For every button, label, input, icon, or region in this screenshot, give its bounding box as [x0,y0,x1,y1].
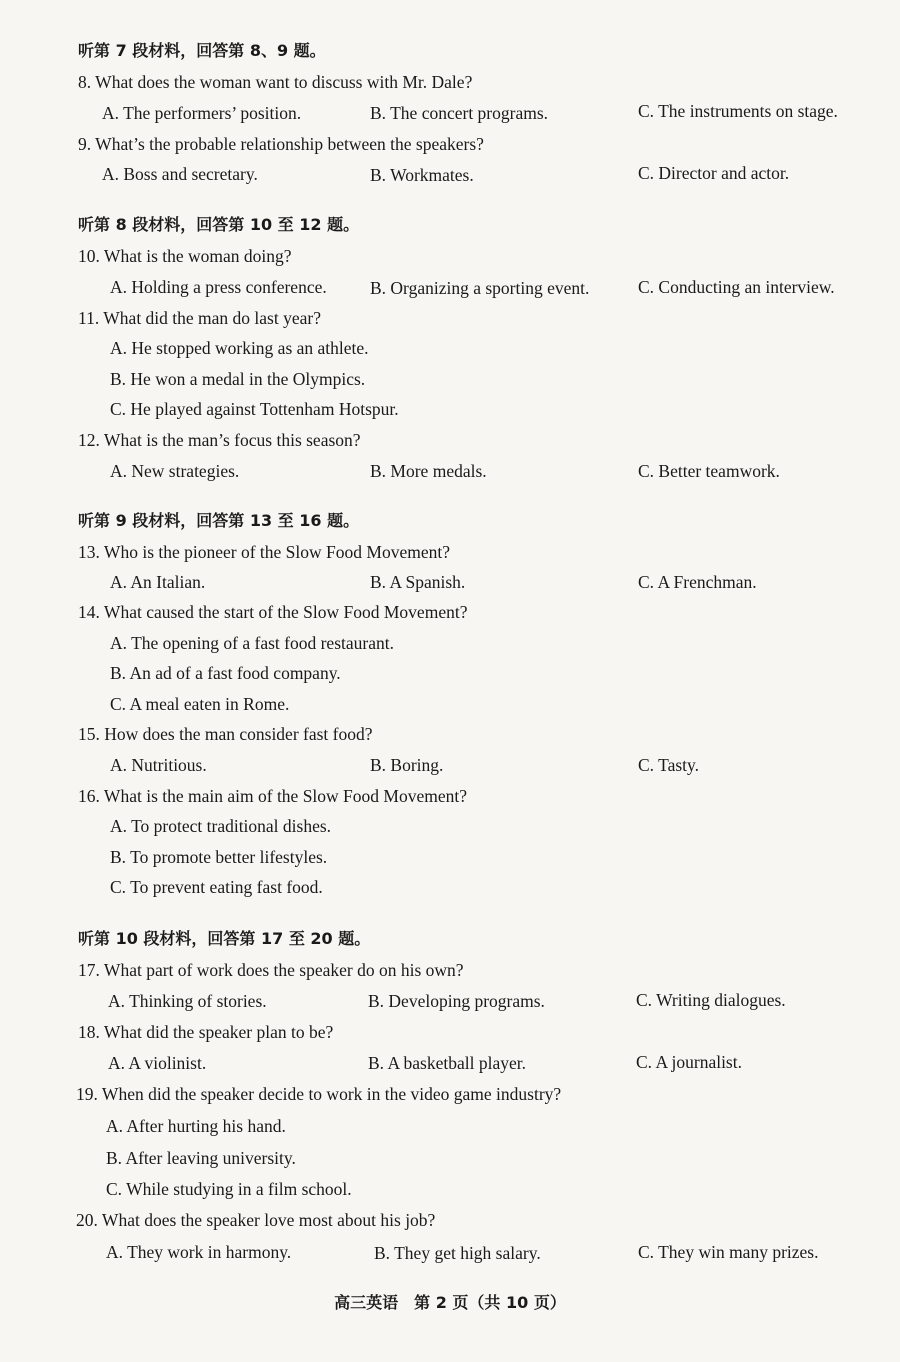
question-9: 9. What’s the probable relationship between the speakers? [78,134,484,154]
q13-option-c: C. A Frenchman. [638,572,757,592]
q19-option-c: C. While studying in a film school. [106,1179,352,1199]
section-header: 听第 9 段材料，回答第 13 至 16 题。 [78,511,360,530]
q10-option-a: A. Holding a press conference. [110,277,327,297]
q17-option-c: C. Writing dialogues. [636,990,786,1010]
q20-option-b: B. They get high salary. [374,1243,541,1263]
question-12: 12. What is the man’s focus this season? [78,430,361,450]
question-18: 18. What did the speaker plan to be? [78,1022,334,1042]
question-13: 13. Who is the pioneer of the Slow Food Movement? [78,542,450,562]
q11-option-c: C. He played against Tottenham Hotspur. [110,399,399,419]
section-header: 听第 8 段材料，回答第 10 至 12 题。 [78,215,360,234]
q20-option-c: C. They win many prizes. [638,1242,819,1262]
q15-option-c: C. Tasty. [638,755,700,775]
q13-option-b: B. A Spanish. [370,572,466,592]
q10-option-b: B. Organizing a sporting event. [370,278,590,298]
q9-option-b: B. Workmates. [370,165,474,185]
question-15: 15. How does the man consider fast food? [78,724,373,744]
q12-option-a: A. New strategies. [110,461,240,481]
q19-option-b: B. After leaving university. [106,1148,296,1168]
q18-option-a: A. A violinist. [108,1053,207,1073]
q14-option-c: C. A meal eaten in Rome. [110,694,290,714]
question-17: 17. What part of work does the speaker do on his own? [78,960,464,980]
q16-option-c: C. To prevent eating fast food. [110,877,323,897]
q8-option-b: B. The concert programs. [370,103,549,123]
q10-option-c: C. Conducting an interview. [638,277,835,297]
q9-option-c: C. Director and actor. [638,163,790,183]
q9-option-a: A. Boss and secretary. [102,164,258,184]
question-8: 8. What does the woman want to discuss with Mr. Dale? [78,72,473,92]
page-footer: 高三英语 第 2 页（共 10 页） [334,1293,566,1312]
q18-option-c: C. A journalist. [636,1052,742,1072]
question-20: 20. What does the speaker love most about his job? [76,1210,436,1230]
q12-option-c: C. Better teamwork. [638,461,780,481]
q8-option-a: A. The performers’ position. [102,103,302,123]
q18-option-b: B. A basketball player. [368,1053,526,1073]
section-header: 听第 7 段材料，回答第 8、9 题。 [78,41,326,60]
q8-option-c: C. The instruments on stage. [638,101,838,121]
q11-option-a: A. He stopped working as an athlete. [110,338,369,358]
q19-option-a: A. After hurting his hand. [106,1116,286,1136]
q16-option-a: A. To protect traditional dishes. [110,816,332,836]
q15-option-b: B. Boring. [370,755,444,775]
question-19: 19. When did the speaker decide to work in the video game industry? [76,1084,562,1104]
q12-option-b: B. More medals. [370,461,487,481]
q16-option-b: B. To promote better lifestyles. [110,847,328,867]
section-header: 听第 10 段材料，回答第 17 至 20 题。 [78,929,371,948]
q15-option-a: A. Nutritious. [110,755,207,775]
q13-option-a: A. An Italian. [110,572,206,592]
question-16: 16. What is the main aim of the Slow Food Movement? [78,786,467,806]
question-10: 10. What is the woman doing? [78,246,292,266]
q14-option-b: B. An ad of a fast food company. [110,663,341,683]
q17-option-a: A. Thinking of stories. [108,991,267,1011]
q17-option-b: B. Developing programs. [368,991,545,1011]
q14-option-a: A. The opening of a fast food restaurant. [110,633,394,653]
q20-option-a: A. They work in harmony. [106,1242,292,1262]
question-14: 14. What caused the start of the Slow Food Movement? [78,602,468,622]
question-11: 11. What did the man do last year? [78,308,321,328]
q11-option-b: B. He won a medal in the Olympics. [110,369,366,389]
